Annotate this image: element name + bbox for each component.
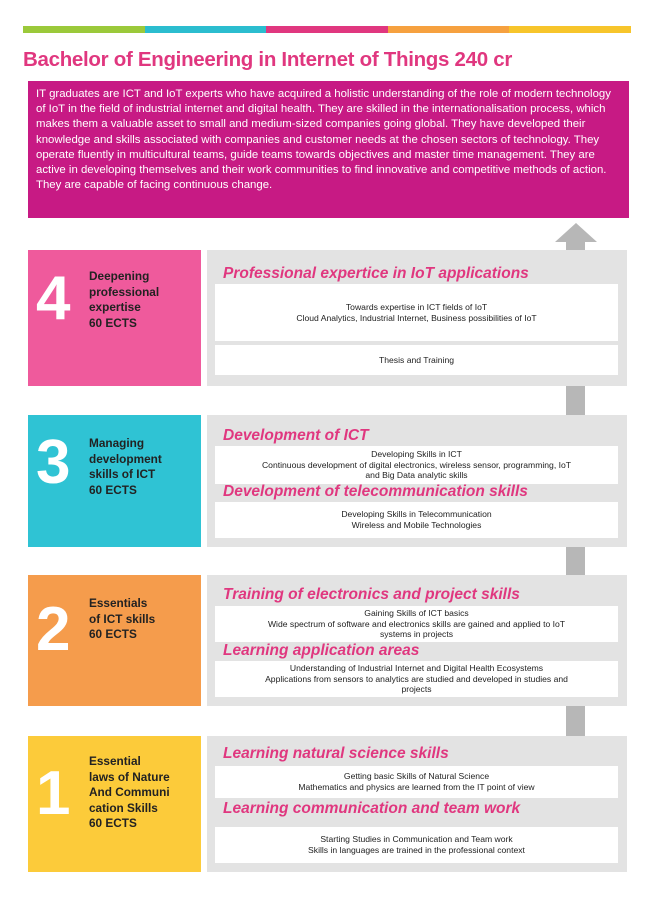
page-title: Bachelor of Engineering in Internet of Things 240 cr [23,48,513,71]
bar-segment-cyan [145,26,267,33]
bar-segment-magenta [266,26,388,33]
level-1-badge [28,736,201,872]
arrow-up-icon [555,223,597,242]
course-box: Starting Studies in Communication and Team work Skills in languages are trained in the professional context [215,827,618,863]
course-box: Towards expertise in ICT fields of IoT Cloud Analytics, Industrial Internet, Business possibilities of IoT [215,284,618,341]
level-2 [28,575,627,706]
level-4-badge [28,250,201,386]
course-box: Gaining Skills of ICT basics Wide spectrum of software and electronics skills are gained and applied to IoT systems in projects [215,606,618,642]
intro-text: IT graduates are ICT and IoT experts who have acquired a holistic understanding of the role of modern technology of IoT in the field of industrial internet and digital health. They are skilled in the internationalisation process, which makes them a valuable asset to small and medium-sized companies going global. They have developed their knowledge and skills associated with companies and customer needs at the chosen sectors of technology. They operate fluently in multicultural teams, guide teams towards objectives and master time management. They are active in developing themselves and their work communities to find innovative and competitive methods of action. They are capable of facing continuous change. [28,81,629,218]
panel-heading: Development of telecommunication skills [223,483,528,500]
panel-heading: Development of ICT [223,427,369,444]
level-4 [28,250,627,386]
level-2-panel [207,575,627,706]
panel-heading: Professional expertice in IoT applications [223,265,529,282]
level-1 [28,736,627,872]
level-number: 4 [36,264,71,333]
course-box: Getting basic Skills of Natural Science Mathematics and physics are learned from the IT point of view [215,766,618,798]
level-label: Managing development skills of ICT 60 ECTS [89,436,162,497]
level-3 [28,415,627,547]
level-4-panel [207,250,627,386]
top-color-bar [23,26,631,33]
level-label: Deepening professional expertise 60 ECTS [89,269,160,330]
course-box: Understanding of Industrial Internet and Digital Health Ecosystems Applications from sensors to analytics are studied and developed in studies and projects [215,661,618,697]
level-3-panel [207,415,627,547]
bar-segment-green [23,26,145,33]
course-box: Developing Skills in Telecommunication Wireless and Mobile Technologies [215,502,618,538]
level-3-badge [28,415,201,547]
panel-heading: Learning natural science skills [223,745,449,762]
level-2-badge [28,575,201,706]
bar-segment-yellow [509,26,631,33]
level-label: Essentials of ICT skills 60 ECTS [89,596,156,641]
panel-heading: Learning application areas [223,642,420,659]
course-box: Developing Skills in ICT Continuous development of digital electronics, wireless sensor, programming, IoT and Big Data analytic skills [215,446,618,484]
bar-segment-orange [388,26,510,33]
panel-heading: Learning communication and team work [223,800,521,817]
level-number: 1 [36,759,71,828]
course-box: Thesis and Training [215,345,618,375]
panel-heading: Training of electronics and project skills [223,586,520,603]
level-1-panel [207,736,627,872]
level-label: Essential laws of Nature And Communi cation Skills 60 ECTS [89,754,170,830]
level-number: 2 [36,595,71,664]
level-number: 3 [36,428,71,497]
